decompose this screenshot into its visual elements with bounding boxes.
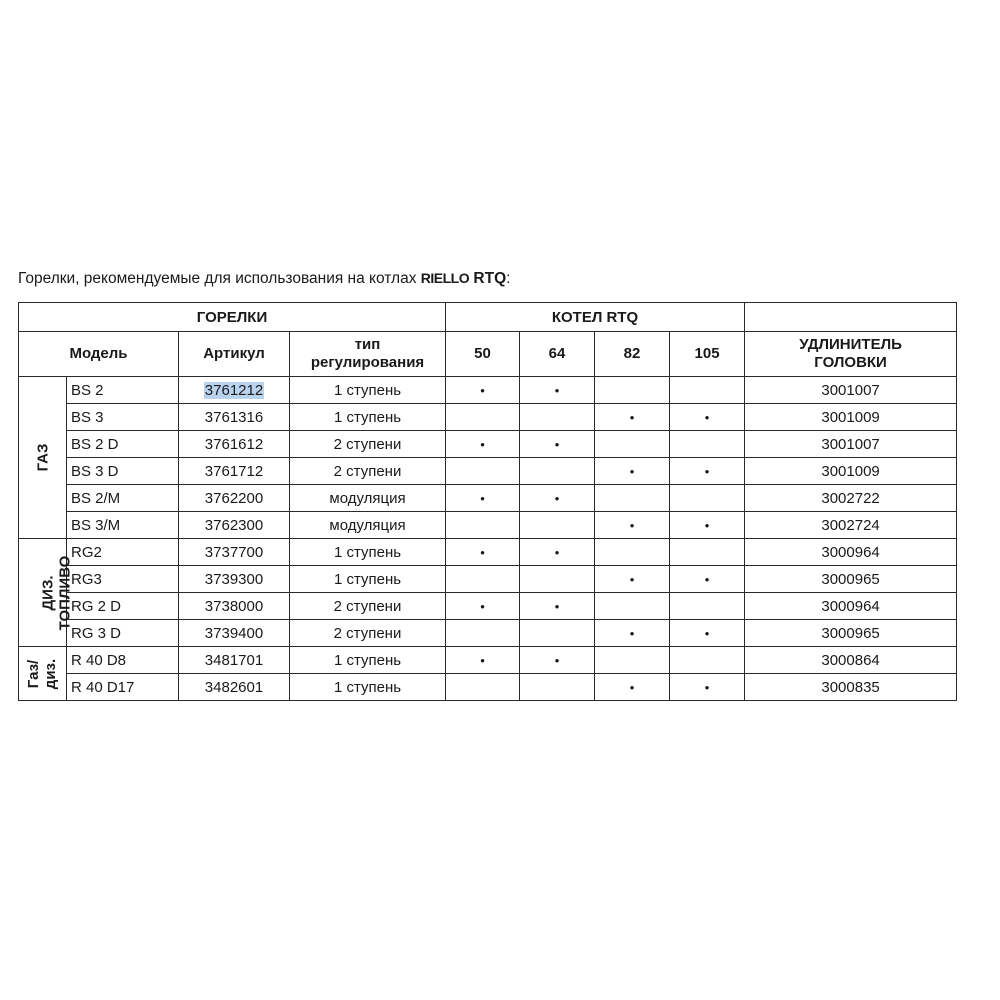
table-row — [19, 566, 957, 593]
compatibility-dot: • — [629, 571, 635, 587]
regulation-text: 1 ступень — [333, 543, 402, 561]
regulation-cell — [290, 539, 446, 566]
compatibility-dot: • — [480, 490, 485, 506]
extension-cell — [745, 512, 957, 539]
regulation-cell — [290, 593, 446, 620]
extension-cell — [745, 431, 957, 458]
model-cell — [67, 485, 179, 512]
model-text: R 40 D8 — [71, 651, 127, 669]
compatibility-dot: • — [704, 679, 710, 695]
size-82-cell — [595, 566, 670, 593]
size-64-cell — [520, 647, 595, 674]
compatibility-dot: • — [629, 679, 635, 695]
compatibility-dot: • — [629, 625, 635, 641]
group-label-cell — [19, 377, 67, 539]
header-row-top — [19, 303, 957, 332]
extension-text: 3002724 — [821, 516, 880, 534]
size-105-cell — [670, 674, 745, 701]
header-regulation-line1: тип — [354, 336, 381, 353]
extension-text: 3000965 — [821, 624, 880, 642]
article-cell — [179, 512, 290, 539]
model-text: BS 2 — [71, 381, 104, 399]
compatibility-dot: • — [629, 463, 635, 479]
size-64-cell — [520, 593, 595, 620]
model-cell — [67, 404, 179, 431]
extension-cell — [745, 593, 957, 620]
article-cell — [179, 404, 290, 431]
size-64-cell — [520, 485, 595, 512]
extension-text: 3001009 — [821, 408, 880, 426]
size-50-cell — [446, 512, 520, 539]
regulation-cell — [290, 377, 446, 404]
regulation-text: 2 ступени — [333, 597, 402, 615]
article-text: 3762300 — [204, 516, 264, 534]
compatibility-dot: • — [554, 598, 560, 614]
extension-cell — [745, 620, 957, 647]
extension-cell — [745, 458, 957, 485]
group-label — [39, 555, 73, 630]
regulation-text: 1 ступень — [333, 570, 402, 588]
size-64-cell — [520, 566, 595, 593]
article-text: 3481701 — [204, 651, 264, 669]
compatibility-dot: • — [554, 436, 560, 452]
model-text: RG 3 D — [71, 624, 122, 642]
article-text: 3482601 — [204, 678, 264, 696]
size-64-cell — [520, 404, 595, 431]
size-50-cell — [446, 431, 520, 458]
model-cell — [67, 674, 179, 701]
regulation-text: 2 ступени — [333, 435, 402, 453]
group-label-cell — [19, 539, 74, 647]
article-text: 3739400 — [204, 624, 264, 642]
table-row — [19, 512, 957, 539]
model-text: BS 2 D — [71, 435, 119, 453]
size-50-cell — [446, 620, 520, 647]
size-82-cell — [595, 377, 670, 404]
regulation-text: 2 ступени — [333, 624, 402, 642]
size-64-cell — [520, 458, 595, 485]
article-cell — [179, 593, 290, 620]
extension-text: 3000864 — [821, 651, 880, 669]
model-text: R 40 D17 — [71, 678, 135, 696]
compatibility-dot: • — [480, 544, 485, 560]
article-text: 3761316 — [204, 408, 264, 426]
article-cell — [179, 458, 290, 485]
size-105-cell — [670, 431, 745, 458]
size-64-cell — [520, 377, 595, 404]
model-text: BS 3 — [71, 408, 104, 426]
size-82-cell — [595, 674, 670, 701]
regulation-text: 2 ступени — [333, 462, 402, 480]
article-cell — [179, 377, 290, 404]
header-size-82: 82 — [595, 332, 670, 377]
compatibility-dot: • — [704, 571, 710, 587]
regulation-cell — [290, 647, 446, 674]
regulation-cell — [290, 566, 446, 593]
size-50-cell — [446, 647, 520, 674]
extension-cell — [745, 377, 957, 404]
size-64-cell — [520, 512, 595, 539]
group-label-line2: диз. — [42, 658, 60, 689]
header-regulation-line2: регулирования — [310, 354, 425, 371]
table-row — [19, 404, 957, 431]
compatibility-dot: • — [704, 517, 710, 533]
article-cell — [179, 485, 290, 512]
table-row — [19, 458, 957, 485]
model-text: RG 2 D — [71, 597, 122, 615]
compatibility-dot: • — [554, 544, 560, 560]
size-82-cell — [595, 404, 670, 431]
header-extension-line1: УДЛИНИТЕЛЬ — [799, 336, 902, 353]
header-extension — [745, 332, 957, 377]
header-size-64: 64 — [520, 332, 595, 377]
extension-text: 3001007 — [821, 381, 880, 399]
size-105-cell — [670, 539, 745, 566]
table-row — [19, 431, 957, 458]
regulation-cell — [290, 620, 446, 647]
compatibility-dot: • — [480, 652, 485, 668]
group-label-line2: ТОПЛИВО — [56, 555, 74, 630]
article-text: 3761612 — [204, 435, 264, 453]
size-50-cell — [446, 674, 520, 701]
article-cell — [179, 539, 290, 566]
size-105-cell — [670, 620, 745, 647]
model-cell — [67, 593, 179, 620]
regulation-text: модуляция — [329, 516, 406, 534]
extension-text: 3000835 — [821, 678, 880, 696]
header-size-105: 105 — [670, 332, 745, 377]
size-82-cell — [595, 512, 670, 539]
regulation-cell — [290, 512, 446, 539]
extension-text: 3000964 — [821, 597, 880, 615]
size-105-cell — [670, 647, 745, 674]
size-82-cell — [595, 431, 670, 458]
table-caption — [18, 270, 510, 288]
model-text: BS 3 D — [71, 462, 119, 480]
extension-cell — [745, 674, 957, 701]
size-50-cell — [446, 593, 520, 620]
table-row — [19, 377, 957, 404]
size-82-cell — [595, 593, 670, 620]
group-label — [26, 658, 60, 688]
riello-brand-logo: RIELLO — [420, 270, 470, 286]
model-cell — [67, 647, 179, 674]
group-label-line1: Газ/ — [25, 659, 43, 688]
compatibility-dot: • — [704, 463, 710, 479]
model-cell — [67, 620, 179, 647]
header-regulation — [290, 332, 446, 377]
size-50-cell — [446, 539, 520, 566]
extension-text: 3000964 — [821, 543, 880, 561]
article-text: 3738000 — [204, 597, 264, 615]
header-burners: ГОРЕЛКИ — [19, 303, 446, 332]
compatibility-dot: • — [554, 382, 560, 398]
regulation-cell — [290, 458, 446, 485]
regulation-text: 1 ступень — [333, 408, 402, 426]
size-50-cell — [446, 458, 520, 485]
size-50-cell — [446, 377, 520, 404]
model-text: RG2 — [71, 543, 102, 561]
size-105-cell — [670, 512, 745, 539]
group-label — [34, 444, 51, 472]
article-cell — [179, 566, 290, 593]
extension-text: 3001009 — [821, 462, 880, 480]
article-text: 3761212 — [204, 381, 264, 399]
compatibility-dot: • — [480, 382, 485, 398]
size-64-cell — [520, 539, 595, 566]
size-82-cell — [595, 458, 670, 485]
size-82-cell — [595, 647, 670, 674]
compatibility-dot: • — [480, 436, 485, 452]
extension-cell — [745, 485, 957, 512]
compatibility-dot: • — [704, 625, 710, 641]
size-105-cell — [670, 377, 745, 404]
regulation-cell — [290, 404, 446, 431]
compatibility-dot: • — [629, 517, 635, 533]
regulation-cell — [290, 674, 446, 701]
header-size-50: 50 — [446, 332, 520, 377]
extension-text: 3002722 — [821, 489, 880, 507]
size-64-cell — [520, 431, 595, 458]
article-cell — [179, 674, 290, 701]
extension-cell — [745, 566, 957, 593]
regulation-cell — [290, 485, 446, 512]
regulation-text: модуляция — [329, 489, 406, 507]
group-label-line1: ДИЗ. — [39, 574, 57, 611]
model-cell — [67, 377, 179, 404]
model-cell — [67, 458, 179, 485]
header-boiler: КОТЕЛ RTQ — [446, 303, 745, 332]
extension-text: 3000965 — [821, 570, 880, 588]
article-text: 3762200 — [204, 489, 264, 507]
compatibility-dot: • — [554, 490, 560, 506]
size-105-cell — [670, 566, 745, 593]
header-article: Артикул — [179, 332, 290, 377]
regulation-text: 1 ступень — [333, 678, 402, 696]
table-row — [19, 620, 957, 647]
header-model: Модель — [19, 332, 179, 377]
size-105-cell — [670, 404, 745, 431]
extension-text: 3001007 — [821, 435, 880, 453]
article-cell — [179, 620, 290, 647]
model-cell — [67, 566, 179, 593]
compatibility-dot: • — [629, 409, 635, 425]
article-cell — [179, 647, 290, 674]
header-extension-line2: ГОЛОВКИ — [814, 354, 887, 371]
table-row — [19, 485, 957, 512]
header-empty — [745, 303, 957, 332]
model-text: BS 2/M — [71, 489, 121, 507]
size-64-cell — [520, 674, 595, 701]
size-105-cell — [670, 593, 745, 620]
article-text: 3739300 — [204, 570, 264, 588]
extension-cell — [745, 404, 957, 431]
regulation-text: 1 ступень — [333, 651, 402, 669]
size-50-cell — [446, 404, 520, 431]
caption-model: RTQ — [473, 270, 507, 287]
group-label-line1: ГАЗ — [33, 443, 51, 472]
regulation-cell — [290, 431, 446, 458]
size-105-cell — [670, 485, 745, 512]
table-row — [19, 593, 957, 620]
extension-cell — [745, 647, 957, 674]
article-text: 3737700 — [204, 543, 264, 561]
burner-table — [18, 302, 957, 701]
table-row — [19, 539, 957, 566]
size-82-cell — [595, 485, 670, 512]
compatibility-dot: • — [480, 598, 485, 614]
group-label-cell — [19, 647, 67, 701]
caption-suffix: : — [506, 270, 511, 287]
size-50-cell — [446, 485, 520, 512]
header-row-bottom — [19, 332, 957, 377]
size-82-cell — [595, 539, 670, 566]
table-row — [19, 647, 957, 674]
size-82-cell — [595, 620, 670, 647]
regulation-text: 1 ступень — [333, 381, 402, 399]
size-50-cell — [446, 566, 520, 593]
model-cell — [67, 512, 179, 539]
size-105-cell — [670, 458, 745, 485]
model-text: BS 3/M — [71, 516, 121, 534]
extension-cell — [745, 539, 957, 566]
compatibility-dot: • — [704, 409, 710, 425]
model-text: RG3 — [71, 570, 102, 588]
size-64-cell — [520, 620, 595, 647]
model-cell — [67, 431, 179, 458]
article-cell — [179, 431, 290, 458]
article-text: 3761712 — [204, 462, 264, 480]
compatibility-dot: • — [554, 652, 560, 668]
caption-text: Горелки, рекомендуемые для использования на котлах — [18, 270, 417, 287]
model-cell — [67, 539, 179, 566]
table-row — [19, 674, 957, 701]
